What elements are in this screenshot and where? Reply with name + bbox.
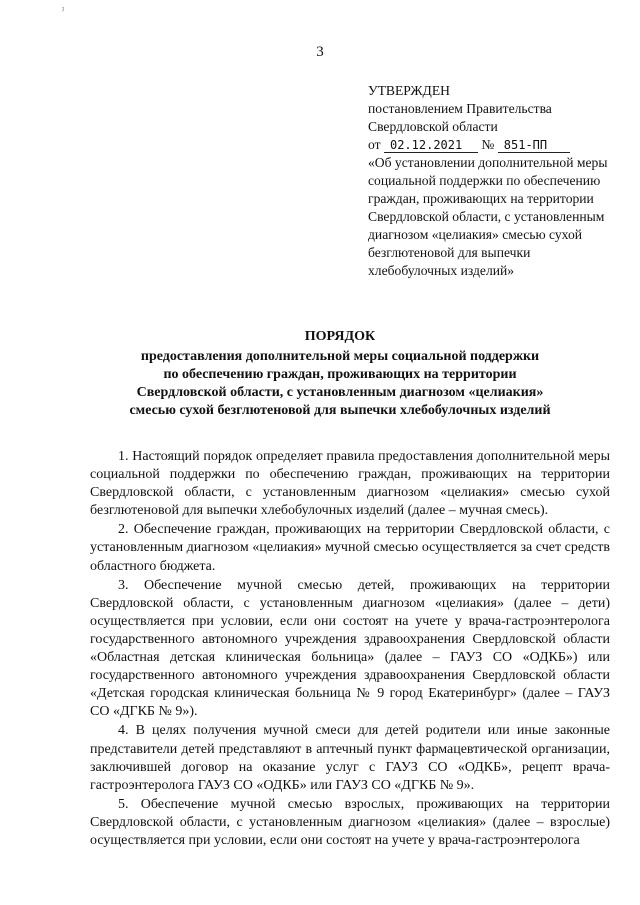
corner-mark: ˀ [62, 6, 65, 16]
approval-heading: УТВЕРЖДЕН [368, 83, 450, 98]
approval-date-line [368, 136, 618, 154]
resolution-title: «Об установлении дополнительной меры социальной поддержки по обеспечению граждан, проживающих на территории Свердловской области, с установленным диагнозом «целиакия» смесью сухой безглютеновой для выпечки хлебобулочных изделий» [368, 155, 608, 278]
from-prefix: от [368, 137, 381, 152]
paragraph-2: 2. Обеспечение граждан, проживающих на территории Свердловской области, с установленным диагнозом «целиакия» мучной смесью осуществляется за счет средств областного бюджета. [90, 522, 610, 574]
title-line-1: предоставления дополнительной меры социальной поддержки [140, 349, 540, 364]
title-main: ПОРЯДОК [304, 329, 376, 344]
number-prefix: № [481, 137, 495, 152]
resolution-date: 02.12.2021 [384, 138, 478, 153]
document-body [90, 448, 610, 851]
paragraph-4: 4. В целях получения мучной смеси для детей родители или иные законные представители детей представляют в аптечный пункт фармацевтической организации, заключившей договор на оказание услуг с ГАУЗ СО «ОДКБ», рецепт врача-гастроэнтеролога ГАУЗ СО «ОДКБ» или ГАУЗ СО «ДГКБ № 9». [90, 723, 610, 793]
approval-block [368, 82, 618, 280]
paragraph-5: 5. Обеспечение мучной смесью взрослых, проживающих на территории Свердловской области, с установленным диагнозом «целиакия» (далее – взрослые) осуществляется при условии, если они состоят на учете у врача-гастроэнтеролога [90, 796, 610, 848]
document-title [60, 328, 620, 420]
title-line-2: по обеспечению граждан, проживающих на территории [163, 367, 517, 382]
approval-line-2: Свердловской области [368, 119, 498, 134]
approval-line-1: постановлением Правительства [368, 101, 552, 116]
paragraph-1: 1. Настоящий порядок определяет правила предоставления дополнительной меры социальной поддержки по обеспечению граждан, проживающих на территории Свердловской области, с установленным диагнозом «целиакия» смесью сухой безглютеновой для выпечки хлебобулочных изделий (далее – мучная смесь). [90, 449, 610, 519]
paragraph-3: 3. Обеспечение мучной смесью детей, проживающих на территории Свердловской области, с установленным диагнозом «целиакия» (далее – дети) осуществляется при условии, если они состоят на учете у врача-гастроэнтеролога государственного автономного учреждения здравоохранения Свердловской области «Областная детская клиническая больница» (далее – ГАУЗ СО «ОДКБ») или государственного автономного учреждения здравоохранения Свердловской области «Детская городская клиническая больница № 9 город Екатеринбург» (далее – ГАУЗ СО «ДГКБ № 9»). [90, 577, 610, 720]
page-number: 3 [316, 44, 324, 60]
resolution-number: 851-ПП [498, 138, 570, 153]
title-line-3: Свердловской области, с установленным диагнозом «целиакия» [136, 385, 544, 400]
title-line-4: смесью сухой безглютеновой для выпечки хлебобулочных изделий [129, 403, 551, 418]
